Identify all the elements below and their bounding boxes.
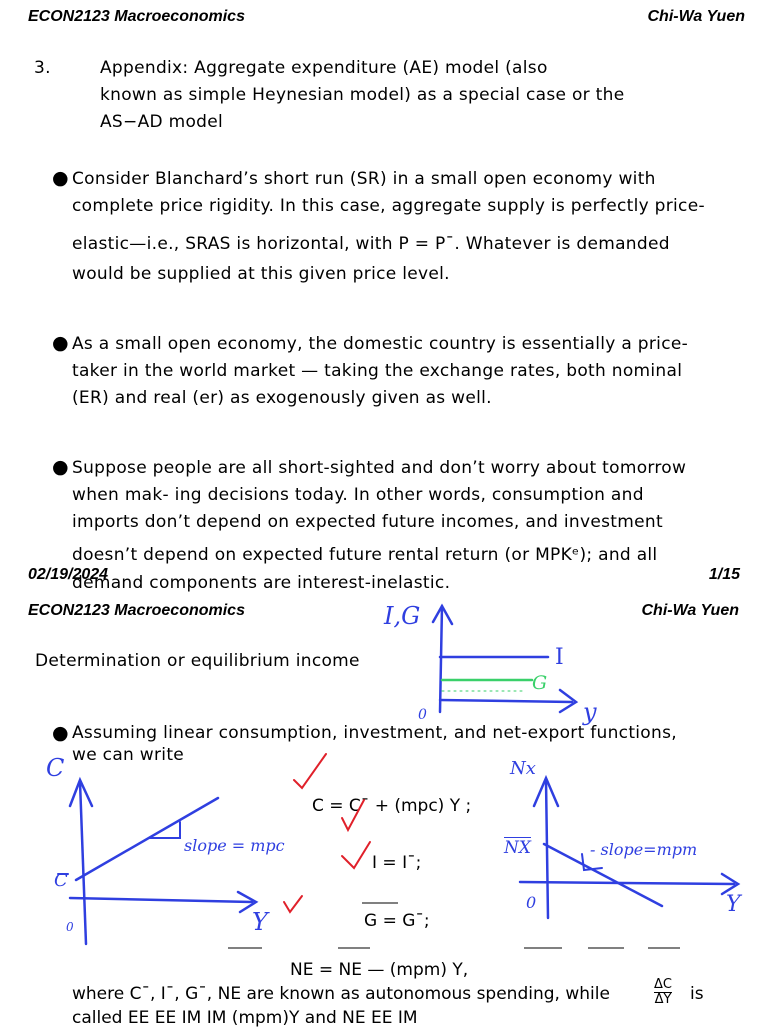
bullet1-line-4: would be supplied at this given price level. <box>72 264 450 284</box>
handwritten-slope-mpm: - slope=mpm <box>590 840 698 859</box>
bullet3-line-5: demand components are interest-inelastic. <box>72 573 451 593</box>
bullet-icon: ● <box>52 722 69 744</box>
page2-header-course: ECON2123 Macroeconomics <box>28 602 245 619</box>
handwritten-c-axis-label: C <box>46 754 65 782</box>
bullet1-line-2: complete price rigidity. In this case, aggregate supply is perfectly price- <box>72 196 705 216</box>
page2-header-author: Chi-Wa Yuen <box>641 602 739 619</box>
handwritten-cbar-label: C <box>54 870 68 891</box>
bullet-icon: ● <box>52 167 69 189</box>
section-title-line-2: known as simple Heynesian model) as a special case or the <box>100 85 625 105</box>
equation-government: G = G¯; <box>364 911 430 931</box>
handwritten-origin-label: 0 <box>66 920 74 934</box>
section-title-line-3: AS−AD model <box>100 112 224 132</box>
fraction-numerator: ΔC <box>654 977 672 992</box>
handwritten-origin-label: 0 <box>418 707 427 723</box>
autonomous-spending-line: where C¯, I¯, G¯, NE are known as autonomous spending, while <box>72 984 610 1004</box>
bullet-icon: ● <box>52 332 69 354</box>
handwritten-y-label: y <box>583 698 597 726</box>
bullet2-line-1: As a small open economy, the domestic country is essentially a price- <box>72 334 689 354</box>
bullet3-line-2: when mak- ing decisions today. In other words, consumption and <box>72 485 644 505</box>
page1-header-author: Chi-Wa Yuen <box>647 8 745 25</box>
bullet-icon: ● <box>52 456 69 478</box>
section-number: 3. <box>34 58 51 78</box>
handwritten-nx-axis-label: Nx <box>510 758 536 779</box>
page1-footer-date: 02/19/2024 <box>28 566 109 583</box>
page1-footer-page: 1/15 <box>708 566 740 583</box>
page2-heading: Determination or equilibrium income <box>35 651 360 671</box>
handwritten-nxbar-label: $\overline{NX}$ <box>504 838 531 858</box>
page1-header-course: ECON2123 Macroeconomics <box>28 8 245 25</box>
handwritten-origin-label: 0 <box>526 893 537 912</box>
bullet3-line-3: imports don’t depend on expected future incomes, and investment <box>72 512 663 532</box>
equation-consumption: C = C¯ + (mpc) Y ; <box>312 796 472 816</box>
handwritten-ig-axis-label: I,G <box>384 602 421 630</box>
bullet1-line-1: Consider Blanchard’s short run (SR) in a small open economy with <box>72 169 656 189</box>
overlapping-last-line: called EE EE IM IM (mpm)Y and NE EE IM <box>72 1008 418 1028</box>
handwritten-g-label: G <box>532 672 548 694</box>
handwritten-y-label: Y <box>252 908 268 936</box>
bullet3-line-4: doesn’t depend on expected future rental return (or MPKᵉ); and all <box>72 545 658 565</box>
handwritten-y-label: Y <box>726 892 741 917</box>
page2-bullet1-line-2: we can write <box>72 745 185 765</box>
bullet3-line-1: Suppose people are all short-sighted and don’t worry about tomorrow <box>72 458 687 478</box>
fraction-denominator: ΔY <box>654 992 672 1007</box>
bullet1-line-3: elastic—i.e., SRAS is horizontal, with P = P¯. Whatever is demanded <box>72 234 670 254</box>
handwritten-i-label: I <box>555 645 564 670</box>
page2-bullet1-line-1: Assuming linear consumption, investment, and net-export functions, <box>72 723 677 743</box>
bullet2-line-3: (ER) and real (er) as exogenously given as well. <box>72 388 492 408</box>
equation-investment: I = I¯; <box>372 853 422 873</box>
is-word: is <box>690 984 704 1004</box>
equation-net-exports: NE = NE — (mpm) Y, <box>290 960 469 980</box>
section-title-line-1: Appendix: Aggregate expenditure (AE) model (also <box>100 58 548 78</box>
handwritten-slope-mpc: slope = mpc <box>184 836 285 855</box>
bullet2-line-2: taker in the world market — taking the exchange rates, both nominal <box>72 361 683 381</box>
